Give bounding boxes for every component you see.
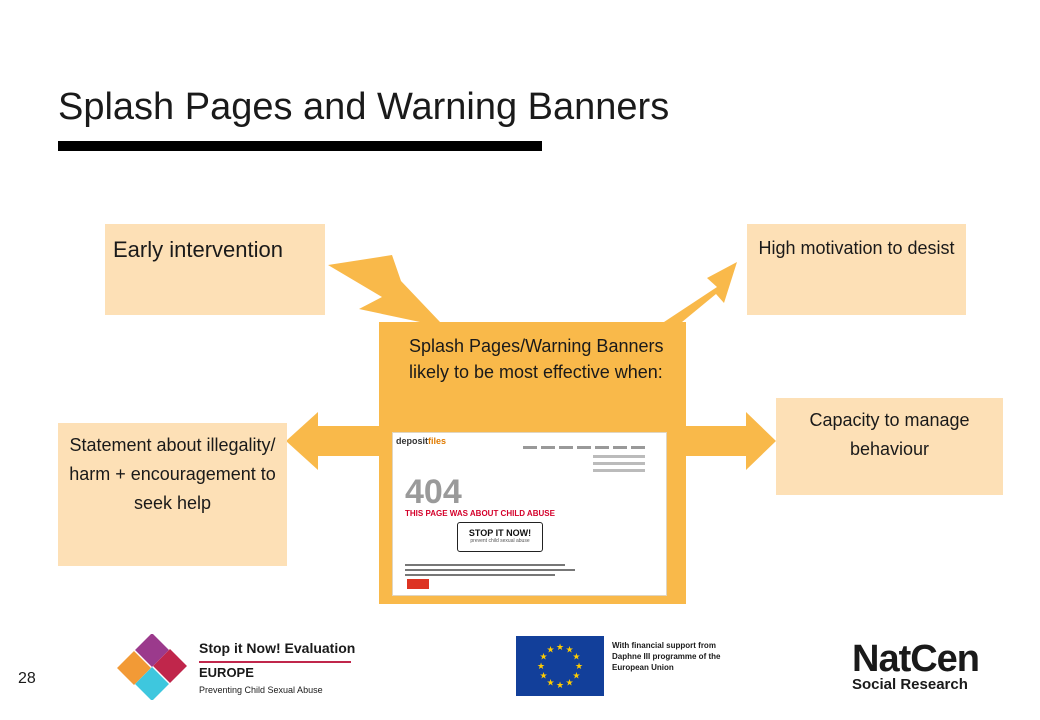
splash-screenshot: [392, 432, 667, 596]
eu-star: ★: [572, 651, 581, 662]
eu-star: ★: [555, 642, 565, 652]
eu-star: ★: [539, 670, 548, 681]
eu-funding-text: With financial support from Daphne III programme of the European Union: [612, 641, 721, 672]
natcen-logo: [852, 638, 980, 694]
eu-star: ★: [536, 661, 546, 671]
arrow-left: [286, 412, 379, 470]
sin-underline: [199, 661, 351, 663]
eu-stars-icon: [516, 636, 604, 696]
license-logo: [407, 579, 429, 589]
site-nav: [523, 436, 661, 446]
natcen-name: NatCen: [852, 638, 980, 680]
error-code: 404: [405, 473, 462, 511]
eu-star: ★: [546, 677, 555, 688]
stop-label: STOP IT NOW!: [468, 528, 532, 538]
box-statement: [58, 423, 287, 566]
center-text: Splash Pages/Warning Banners likely to be most effective when:: [409, 336, 664, 382]
box-early-intervention: [105, 224, 325, 315]
box-capacity: [776, 398, 1003, 495]
error-message: THIS PAGE WAS ABOUT CHILD ABUSE: [405, 509, 555, 518]
box-high-motivation: [747, 224, 966, 315]
puzzle-logo-icon: [116, 634, 196, 700]
box-capacity-label: Capacity to manage behaviour: [809, 410, 970, 459]
box-early-label: Early intervention: [113, 237, 283, 262]
center-panel: [379, 322, 686, 604]
site-login-form: [593, 451, 653, 481]
arrow-up-right: [664, 262, 737, 322]
box-high-label: High motivation to desist: [758, 238, 955, 258]
site-logo-accent: files: [428, 436, 447, 446]
page-number: 28: [18, 670, 36, 687]
slide-title: Splash Pages and Warning Banners: [58, 86, 670, 128]
eu-flag: [516, 636, 604, 696]
sin-title: Stop it Now! Evaluation: [199, 640, 356, 656]
sin-tagline: Preventing Child Sexual Abuse: [199, 685, 323, 695]
stop-sub: prevent child sexual abuse: [470, 538, 530, 544]
eu-star: ★: [539, 651, 548, 662]
eu-star: ★: [565, 644, 574, 655]
stop-it-now-logo: [116, 634, 356, 700]
eu-star: ★: [565, 677, 574, 688]
box-statement-label: Statement about illegality/ harm + encouragement to seek help: [69, 435, 276, 513]
site-logo: [396, 436, 446, 446]
eu-star: ★: [546, 644, 555, 655]
arrow-up-left: [328, 255, 440, 322]
arrow-right: [686, 412, 776, 470]
helpline-text-lines: [405, 561, 575, 579]
eu-star: ★: [572, 670, 581, 681]
sin-region: EUROPE: [199, 665, 254, 680]
eu-star: ★: [574, 661, 584, 671]
site-logo-main: deposit: [396, 436, 429, 446]
natcen-sub: Social Research: [852, 676, 968, 693]
stop-it-now-badge: [457, 522, 543, 552]
eu-star: ★: [555, 680, 565, 690]
